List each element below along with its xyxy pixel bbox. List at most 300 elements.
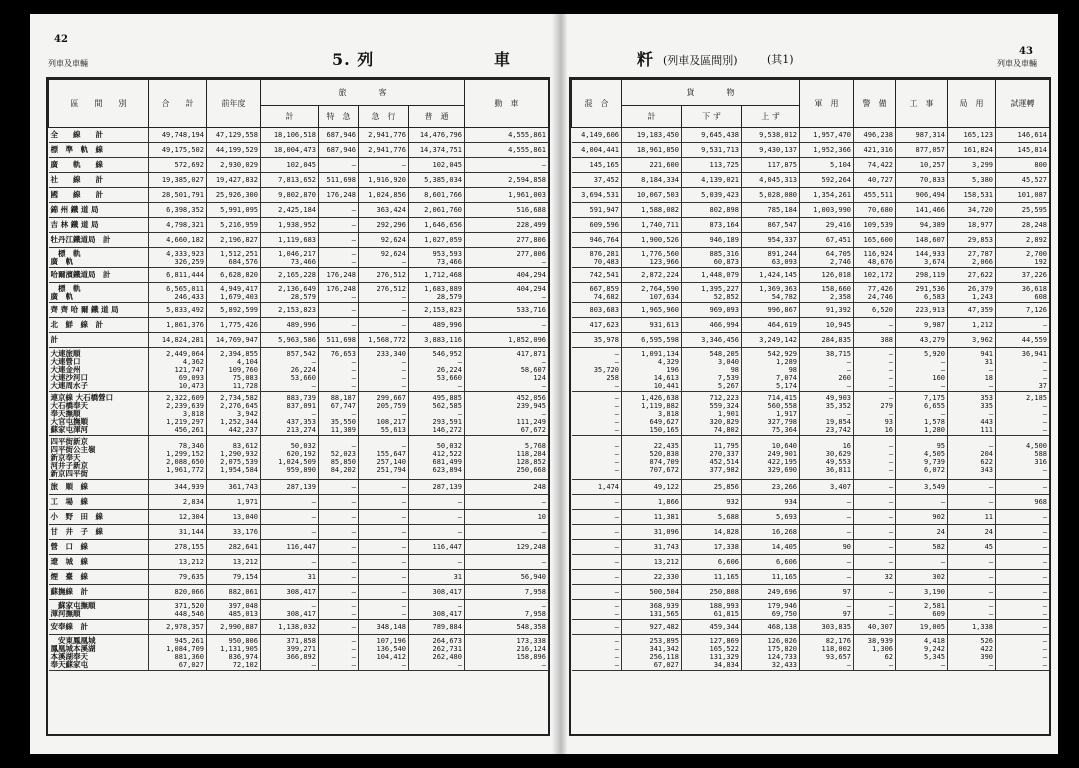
cell-down: 9,531,713	[682, 143, 742, 158]
cell-prev: 2,930,029	[207, 158, 261, 173]
cell-mix: 4,004,441	[572, 143, 622, 158]
table-row	[49, 600, 549, 620]
cell-trial: 45,527	[996, 173, 1050, 188]
table-row	[572, 128, 1050, 143]
cell-work: 9,987	[896, 318, 948, 333]
cell-local: — 204 622 343	[948, 436, 996, 480]
cell-rap: 1,916,920	[359, 173, 409, 188]
cell-trial: 36,941 — — — 37	[996, 348, 1050, 392]
cell-local: 3,299	[948, 158, 996, 173]
cell-mix: 173,338 216,124 158,896 —	[465, 635, 549, 671]
cell-rap: —	[359, 570, 409, 585]
cell-prev: 2,990,887	[207, 620, 261, 635]
row-label: 蘇撫線 計	[49, 585, 149, 600]
header-spare: 警 備	[854, 80, 896, 128]
cell-p: 9,802,870	[261, 188, 319, 203]
cell-ord: 287,139	[409, 480, 465, 495]
table-row	[572, 283, 1050, 303]
cell-work: 298,119	[896, 268, 948, 283]
row-label: 全 線 計	[49, 128, 149, 143]
cell-down: 11,165	[682, 570, 742, 585]
cell-down: 6,606	[682, 555, 742, 570]
cell-mix: 417,871 — 58,607 124 —	[465, 348, 549, 392]
cell-p: 2,425,184	[261, 203, 319, 218]
cell-up: 5,028,080	[742, 188, 800, 203]
header-passenger: 旅 客	[261, 80, 465, 106]
cell-svc: —	[800, 495, 854, 510]
right-page-number: 43	[1019, 46, 1033, 57]
cell-prev: 2,734,582 2,276,645 3,942 1,252,344 442,237	[207, 392, 261, 436]
cell-total: 6,565,011 246,433	[149, 283, 207, 303]
cell-rap: 276,512 —	[359, 283, 409, 303]
cell-fr: 22,330	[622, 570, 682, 585]
cell-ord: — 308,417	[409, 600, 465, 620]
left-running-head: 列車及車輛	[48, 59, 88, 68]
cell-up: 10,640 249,901 422,195 329,690	[742, 436, 800, 480]
cell-ord: 1,712,468	[409, 268, 465, 283]
cell-mix: 742,541	[572, 268, 622, 283]
table-row	[572, 540, 1050, 555]
cell-rap: 276,512	[359, 268, 409, 283]
table-row	[49, 303, 549, 318]
cell-p: 7,813,652	[261, 173, 319, 188]
table-row	[49, 555, 549, 570]
cell-local: 18,977	[948, 218, 996, 233]
header-local: 局 用	[948, 80, 996, 128]
row-label: 吉 林 鐵 道 局	[49, 218, 149, 233]
table-row	[572, 333, 1050, 348]
cell-rap: —	[359, 555, 409, 570]
row-label: 齊 齊 哈 爾 鐵 道 局	[49, 303, 149, 318]
table-row	[572, 510, 1050, 525]
cell-trial: 44,559	[996, 333, 1050, 348]
cell-svc: 1,952,366	[800, 143, 854, 158]
cell-svc: 49,903 35,352 — 19,854 23,742	[800, 392, 854, 436]
table-row	[572, 600, 1050, 620]
cell-mix: 129,248	[465, 540, 549, 555]
cell-work: 223,913	[896, 303, 948, 318]
cell-trial: —	[996, 620, 1050, 635]
cell-work: 7,175 6,655 — 1,578 1,280	[896, 392, 948, 436]
table-row	[572, 233, 1050, 248]
cell-p: —	[261, 555, 319, 570]
cell-mix: 145,165	[572, 158, 622, 173]
cell-prev: 33,176	[207, 525, 261, 540]
cell-svc: —	[800, 555, 854, 570]
cell-ord: —	[409, 510, 465, 525]
cell-down: 548,205 3,040 98 7,539 5,267	[682, 348, 742, 392]
cell-spare: 77,426 24,746	[854, 283, 896, 303]
right-title-mid: (列車及區間別)	[663, 54, 738, 67]
cell-total: 278,155	[149, 540, 207, 555]
cell-up: 126,026 175,820 124,733 32,433	[742, 635, 800, 671]
cell-work: 141,466	[896, 203, 948, 218]
cell-local: 526 422 390 —	[948, 635, 996, 671]
cell-total: 4,660,182	[149, 233, 207, 248]
cell-prev: 79,154	[207, 570, 261, 585]
cell-rap: 1,024,856	[359, 188, 409, 203]
cell-p: —	[261, 495, 319, 510]
table-row	[49, 510, 549, 525]
cell-work: 291,536 6,583	[896, 283, 948, 303]
cell-prev: 4,949,417 1,679,403	[207, 283, 261, 303]
header-up: 上 ず	[742, 106, 800, 128]
cell-mix: — — — —	[572, 436, 622, 480]
cell-mix: 248	[465, 480, 549, 495]
cell-down: 11,795 270,337 452,514 377,982	[682, 436, 742, 480]
cell-spare: —	[854, 318, 896, 333]
cell-exp: 176,248 —	[319, 283, 359, 303]
row-label: 標 準 軌 線	[49, 143, 149, 158]
cell-exp: —	[319, 540, 359, 555]
cell-total: 6,398,352	[149, 203, 207, 218]
cell-svc: —	[800, 510, 854, 525]
cell-svc: 284,835	[800, 333, 854, 348]
cell-down: 969,093	[682, 303, 742, 318]
cell-ord: 2,153,823	[409, 303, 465, 318]
table-row	[49, 283, 549, 303]
cell-local: —	[948, 555, 996, 570]
row-label: 安奉線 計	[49, 620, 149, 635]
cell-svc: —	[800, 525, 854, 540]
cell-local: 1,212	[948, 318, 996, 333]
cell-spare: — 279 — 93 16	[854, 392, 896, 436]
cell-local: —	[948, 570, 996, 585]
cell-mix: 404,294	[465, 268, 549, 283]
table-row	[49, 348, 549, 392]
header-express: 特 急	[319, 106, 359, 128]
cell-spare: 116,924 48,676	[854, 248, 896, 268]
cell-p: 1,119,683	[261, 233, 319, 248]
cell-total: 371,520 448,546	[149, 600, 207, 620]
cell-rap: 292,296	[359, 218, 409, 233]
cell-mix: 7,958	[465, 585, 549, 600]
header-ordinary: 普 通	[409, 106, 465, 128]
cell-work: 902	[896, 510, 948, 525]
cell-mix: 404,294 —	[465, 283, 549, 303]
cell-p: 857,542 — 26,224 53,660 —	[261, 348, 319, 392]
cell-fr: 500,504	[622, 585, 682, 600]
cell-total: 19,385,027	[149, 173, 207, 188]
cell-total: 49,748,194	[149, 128, 207, 143]
cell-p: 2,136,649 28,579	[261, 283, 319, 303]
cell-mix: — — — —	[572, 635, 622, 671]
cell-mix: 591,947	[572, 203, 622, 218]
row-label: 牡丹江鐵道局 計	[49, 233, 149, 248]
cell-local: 941 31 — 18 —	[948, 348, 996, 392]
cell-fr: 1,426,638 1,119,882 3,818 649,627 150,165	[622, 392, 682, 436]
cell-exp: 511,698	[319, 333, 359, 348]
cell-fr: 13,212	[622, 555, 682, 570]
table-row	[572, 203, 1050, 218]
cell-svc: 158,660 2,358	[800, 283, 854, 303]
cell-down: 459,344	[682, 620, 742, 635]
row-label: 標 軌 廣 軌	[49, 283, 149, 303]
cell-fr: 1,776,560 123,966	[622, 248, 682, 268]
cell-total: 820,066	[149, 585, 207, 600]
cell-ord: —	[409, 525, 465, 540]
cell-svc: 10,945	[800, 318, 854, 333]
cell-spare: 32	[854, 570, 896, 585]
cell-local: —	[948, 480, 996, 495]
cell-up: 11,165	[742, 570, 800, 585]
cell-prev: 282,641	[207, 540, 261, 555]
cell-svc: 38,715 — — 260 —	[800, 348, 854, 392]
cell-up: 3,249,142	[742, 333, 800, 348]
table-row	[49, 318, 549, 333]
table-row	[49, 158, 549, 173]
cell-mix: —	[572, 585, 622, 600]
header-service: 軍 用	[800, 80, 854, 128]
cell-ord: —	[409, 495, 465, 510]
cell-local: 26,379 1,243	[948, 283, 996, 303]
cell-local: 1,338	[948, 620, 996, 635]
cell-work: 906,494	[896, 188, 948, 203]
cell-mix: — — 35,720 258 —	[572, 348, 622, 392]
cell-work: 582	[896, 540, 948, 555]
cell-exp: — —	[319, 248, 359, 268]
cell-spare: —	[854, 495, 896, 510]
cell-svc: 29,416	[800, 218, 854, 233]
cell-mix: —	[572, 510, 622, 525]
row-label: 蘇家屯撫順 渾河撫順	[49, 600, 149, 620]
cell-ord: 2,061,760	[409, 203, 465, 218]
cell-prev: 14,769,947	[207, 333, 261, 348]
cell-rap: 299,667 205,759 — 108,217 55,613	[359, 392, 409, 436]
table-row	[49, 218, 549, 233]
cell-down: 9,645,438	[682, 128, 742, 143]
table-row	[572, 620, 1050, 635]
cell-exp: —	[319, 525, 359, 540]
cell-ord: 14,374,751	[409, 143, 465, 158]
cell-svc: 16 30,629 49,553 36,811	[800, 436, 854, 480]
cell-prev: 6,628,820	[207, 268, 261, 283]
cell-up: 468,138	[742, 620, 800, 635]
cell-local: —	[948, 495, 996, 510]
table-row	[49, 333, 549, 348]
cell-trial: 968	[996, 495, 1050, 510]
cell-fr: 221,600	[622, 158, 682, 173]
cell-p: 102,045	[261, 158, 319, 173]
cell-exp: —	[319, 303, 359, 318]
cell-rap: 363,424	[359, 203, 409, 218]
cell-mix: 4,555,861	[465, 128, 549, 143]
cell-svc: 1,957,470	[800, 128, 854, 143]
cell-fr: 1,965,960	[622, 303, 682, 318]
cell-total: 6,811,444	[149, 268, 207, 283]
cell-work: 95 4,505 9,739 6,072	[896, 436, 948, 480]
cell-up: 996,867	[742, 303, 800, 318]
cell-fr: 11,381	[622, 510, 682, 525]
cell-spare: 74,422	[854, 158, 896, 173]
row-label: 社 線 計	[49, 173, 149, 188]
cell-trial: 25,595	[996, 203, 1050, 218]
table-row	[49, 436, 549, 480]
cell-up: 179,946 69,750	[742, 600, 800, 620]
cell-trial: — — — —	[996, 635, 1050, 671]
cell-mix: 1,852,096	[465, 333, 549, 348]
cell-prev: 13,040	[207, 510, 261, 525]
cell-trial: 36,618 608	[996, 283, 1050, 303]
cell-down: 113,725	[682, 158, 742, 173]
row-label: 國 線 計	[49, 188, 149, 203]
cell-prev: 25,926,300	[207, 188, 261, 203]
cell-total: 14,824,281	[149, 333, 207, 348]
left-table-body	[49, 128, 549, 671]
cell-up: 249,696	[742, 585, 800, 600]
cell-local: 3,962	[948, 333, 996, 348]
cell-p: 5,963,586	[261, 333, 319, 348]
cell-mix: —	[572, 555, 622, 570]
cell-total: 12,304	[149, 510, 207, 525]
table-row	[572, 585, 1050, 600]
cell-work: 302	[896, 570, 948, 585]
row-label: 廣 軌 線	[49, 158, 149, 173]
cell-total: 4,333,923 326,259	[149, 248, 207, 268]
cell-svc: 67,451	[800, 233, 854, 248]
cell-rap: 1,568,772	[359, 333, 409, 348]
cell-ord: 5,385,034	[409, 173, 465, 188]
cell-total: 5,833,492	[149, 303, 207, 318]
cell-mix: 4,555,861	[465, 143, 549, 158]
cell-total: 2,322,609 2,239,639 3,818 1,219,297 456,261	[149, 392, 207, 436]
cell-mix: —	[465, 158, 549, 173]
cell-ord: 789,884	[409, 620, 465, 635]
header-trial: 試運轉	[996, 80, 1050, 128]
cell-exp: —	[319, 233, 359, 248]
cell-rap: 233,340 — — — —	[359, 348, 409, 392]
header-work: 工 事	[896, 80, 948, 128]
cell-spare: 70,680	[854, 203, 896, 218]
cell-trial: 2,700 192	[996, 248, 1050, 268]
cell-svc: 3,407	[800, 480, 854, 495]
cell-mix: 667,859 74,682	[572, 283, 622, 303]
cell-down: 5,039,423	[682, 188, 742, 203]
cell-fr: 931,613	[622, 318, 682, 333]
cell-fr: 253,895 341,342 256,118 67,027	[622, 635, 682, 671]
cell-mix: 803,683	[572, 303, 622, 318]
cell-ord: 116,447	[409, 540, 465, 555]
cell-prev: 882,061	[207, 585, 261, 600]
cell-mix: 4,149,606	[572, 128, 622, 143]
cell-work: 3,190	[896, 585, 948, 600]
cell-total: 4,798,321	[149, 218, 207, 233]
cell-fr: 368,939 131,565	[622, 600, 682, 620]
cell-ord: 953,593 73,466	[409, 248, 465, 268]
cell-ord: 308,417	[409, 585, 465, 600]
cell-trial: 28,248	[996, 218, 1050, 233]
cell-down: 802,898	[682, 203, 742, 218]
table-row	[572, 555, 1050, 570]
cell-mix: 609,596	[572, 218, 622, 233]
cell-trial: —	[996, 318, 1050, 333]
cell-up: 542,929 1,289 98 7,074 5,174	[742, 348, 800, 392]
cell-ord: 264,673 262,731 262,480 —	[409, 635, 465, 671]
left-table	[48, 79, 549, 671]
cell-mix: 2,594,858	[465, 173, 549, 188]
cell-mix: — —	[572, 600, 622, 620]
cell-down: 25,856	[682, 480, 742, 495]
cell-up: 9,430,137	[742, 143, 800, 158]
cell-up: 464,619	[742, 318, 800, 333]
cell-trial: — —	[996, 600, 1050, 620]
cell-svc: — 97	[800, 600, 854, 620]
cell-mix: 1,474	[572, 480, 622, 495]
cell-down: 1,448,079	[682, 268, 742, 283]
cell-prev: 19,427,832	[207, 173, 261, 188]
cell-trial: 37,226	[996, 268, 1050, 283]
cell-mix: —	[465, 555, 549, 570]
cell-spare: 109,539	[854, 218, 896, 233]
cell-rap: —	[359, 540, 409, 555]
cell-local: 158,531	[948, 188, 996, 203]
cell-spare: 38,939 1,306 62 —	[854, 635, 896, 671]
right-table	[571, 79, 1050, 671]
cell-prev: 13,212	[207, 555, 261, 570]
cell-mix: —	[572, 620, 622, 635]
cell-up: 9,538,012	[742, 128, 800, 143]
cell-trial: —	[996, 540, 1050, 555]
cell-down: 250,808	[682, 585, 742, 600]
cell-trial: —	[996, 555, 1050, 570]
cell-work: 70,833	[896, 173, 948, 188]
cell-total: 1,861,376	[149, 318, 207, 333]
row-label: 連京線 大石橋營口 大石橋奉天 奉天撫順 大官屯撫順 蘇家屯渾河	[49, 392, 149, 436]
cell-trial: 101,087	[996, 188, 1050, 203]
cell-exp: —	[319, 318, 359, 333]
cell-mix: 417,623	[572, 318, 622, 333]
cell-up: 1,424,145	[742, 268, 800, 283]
cell-mix: —	[572, 495, 622, 510]
table-row	[572, 318, 1050, 333]
cell-fr: 927,482	[622, 620, 682, 635]
cell-exp: — —	[319, 600, 359, 620]
cell-local: 27,622	[948, 268, 996, 283]
row-label: 錦 州 鐵 道 局	[49, 203, 149, 218]
cell-up: 16,268	[742, 525, 800, 540]
cell-rap: — 155,647 257,140 251,794	[359, 436, 409, 480]
cell-spare: —	[854, 525, 896, 540]
cell-mix: —	[465, 318, 549, 333]
cell-up: 6,606	[742, 555, 800, 570]
table-row	[49, 635, 549, 671]
cell-spare: —	[854, 510, 896, 525]
cell-rap: —	[359, 495, 409, 510]
cell-local: 29,853	[948, 233, 996, 248]
row-label: 哈爾濱鐵道局 計	[49, 268, 149, 283]
cell-mix: 533,716	[465, 303, 549, 318]
cell-trial: 4,500 588 316 —	[996, 436, 1050, 480]
table-row	[572, 248, 1050, 268]
cell-ord: 1,027,059	[409, 233, 465, 248]
row-label: 大連旅順 大連營口 大連金州 大連沙河口 大連周水子	[49, 348, 149, 392]
row-label: 營 口 線	[49, 540, 149, 555]
header-route: 區 間 別	[49, 80, 149, 128]
cell-rap: —	[359, 318, 409, 333]
cell-mix: 1,961,003	[465, 188, 549, 203]
header-pass-total: 計	[261, 106, 319, 128]
row-label: 小 野 田 線	[49, 510, 149, 525]
cell-mix: 277,806	[465, 233, 549, 248]
row-label: 北 鮮 線 計	[49, 318, 149, 333]
cell-mix: 10	[465, 510, 549, 525]
cell-ord: 31	[409, 570, 465, 585]
cell-up: 891,244 63,093	[742, 248, 800, 268]
header-railcar: 動 車	[465, 80, 549, 128]
table-row	[49, 128, 549, 143]
cell-fr: 6,595,598	[622, 333, 682, 348]
cell-p: 308,417	[261, 585, 319, 600]
